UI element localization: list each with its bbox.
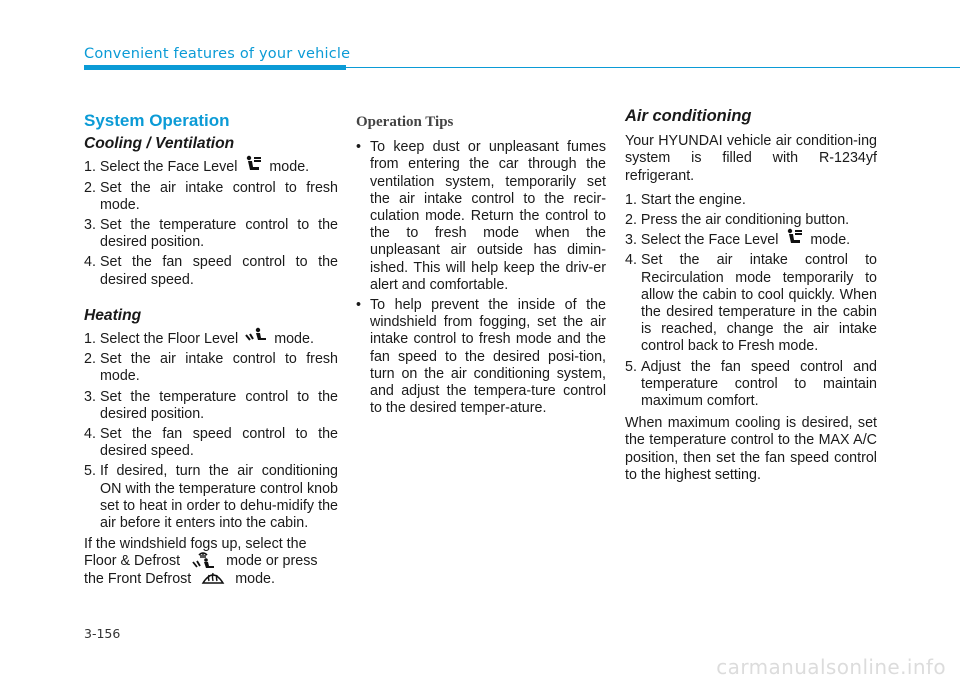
operation-tips-title: Operation Tips: [356, 114, 454, 130]
step-text: Set the air intake control to fresh mode.: [100, 351, 338, 385]
fog-line-1: If the windshield fogs up, select the: [84, 536, 307, 553]
fog-line-2a: Floor & Defrost: [84, 553, 181, 570]
face-level-icon: [784, 228, 804, 246]
cooling-step-2: [84, 180, 338, 214]
step-num: 4.: [84, 426, 96, 443]
step-num: 5.: [84, 463, 96, 480]
step-text: 2. Press the air conditioning button.: [625, 212, 850, 229]
ac-step-1: [625, 192, 877, 209]
page-number: 3-156: [84, 626, 121, 641]
step-text: Set the temperature control to the desired position.: [100, 388, 338, 422]
step-text: Adjust the fan speed control and temperature control to maintain maximum comfort.: [641, 358, 877, 410]
step-num: 4.: [625, 252, 637, 269]
cooling-step-3: [84, 217, 338, 251]
ac-intro: Your HYUNDAI vehicle air condition-ing system is filled with R-1234yf refrigerant.: [625, 133, 877, 184]
ac-outro: When maximum cooling is desired, set the temperature control to the MAX A/C position, then set the fan speed control to the highest setting.: [625, 415, 877, 483]
heating-step-1: [84, 331, 338, 348]
section-title: System Operation: [84, 111, 230, 130]
cooling-step-1-mode: mode.: [269, 159, 310, 176]
step-text: Set the fan speed control to the desired speed.: [100, 426, 338, 460]
step-num: 5.: [625, 358, 637, 375]
ac-step-3-text: 3. Select the Face Level: [625, 232, 779, 249]
ac-step-3: [625, 232, 877, 249]
cooling-step-4: [84, 254, 338, 288]
tip-text: To keep dust or unpleasant fumes from entering the car through the ventilation system, temporarily set the air intake control to the recir-culation mode. Return the control to the to fresh mode when the unpleasant air outside has dimin-ished. This will help keep the driv-er alert and comfortable.: [370, 139, 606, 293]
fog-line-3b: mode.: [235, 570, 275, 587]
floor-level-icon: [244, 327, 268, 343]
heating-step-2: [84, 351, 338, 385]
cooling-title: Cooling / Ventilation: [84, 135, 235, 153]
ac-step-2: [625, 212, 877, 229]
heating-title: Heating: [84, 306, 142, 324]
cooling-step-1-text: 1. Select the Face Level: [84, 159, 238, 176]
floor-defrost-icon: [190, 551, 216, 569]
face-level-icon: [243, 155, 263, 173]
heating-step-5: [84, 463, 338, 532]
step-num: 3.: [84, 217, 96, 234]
bullet: •: [356, 139, 362, 156]
column-operation-tips: [356, 114, 606, 420]
step-text: 1. Start the engine.: [625, 191, 746, 208]
watermark: carmanualsonline.info: [716, 655, 946, 679]
fog-paragraph: [84, 536, 338, 588]
step-num: 3.: [84, 388, 96, 405]
step-text: If desired, turn the air conditioning ON with the temperature control knob set to heat in order to dehu-midify the air before it enters into the cabin.: [100, 463, 338, 532]
header-rule-thin: [346, 67, 960, 68]
front-defrost-icon: [201, 569, 225, 585]
fog-line-3a: the Front Defrost: [84, 570, 192, 587]
header-title: Convenient features of your vehicle: [84, 46, 351, 62]
heating-step-3: [84, 389, 338, 423]
step-text: Set the fan speed control to the desired speed.: [100, 254, 338, 288]
ac-step-4: [625, 252, 877, 355]
column-air-conditioning: [625, 108, 877, 487]
tip-2: [356, 297, 606, 417]
tip-text: To help prevent the inside of the windshield from fogging, set the air intake control to fresh mode and the fan speed to the desired posi-tion, turn on the air conditioning system, and adjust the tempera-ture control to the desired temper-ature.: [370, 297, 606, 417]
tip-1: [356, 139, 606, 294]
heating-step-1-mode: mode.: [274, 331, 314, 348]
step-num: 2.: [84, 351, 96, 368]
column-system-operation: [84, 108, 338, 591]
step-num: 4.: [84, 254, 96, 271]
fog-line-2b: mode or press: [226, 553, 318, 570]
step-text: Set the air intake control to fresh mode.: [100, 179, 338, 213]
bullet: •: [356, 297, 362, 314]
cooling-step-1: [84, 159, 338, 176]
step-text: Set the air intake control to Recirculation mode temporarily to allow the cabin to cool quickly. When the desired temperature in the cabin is reached, change the air intake control back to Fresh mode.: [641, 252, 877, 355]
heating-step-1-text: 1. Select the Floor Level: [84, 331, 239, 348]
ac-step-5: [625, 359, 877, 411]
heating-step-4: [84, 426, 338, 460]
header-rule-thick: [84, 65, 346, 70]
step-num: 2.: [84, 179, 96, 196]
fog-line-3: [84, 571, 338, 588]
air-conditioning-title: Air conditioning: [625, 107, 752, 125]
step-text: Set the temperature control to the desired position.: [100, 217, 338, 251]
ac-step-3-mode: mode.: [810, 232, 851, 249]
